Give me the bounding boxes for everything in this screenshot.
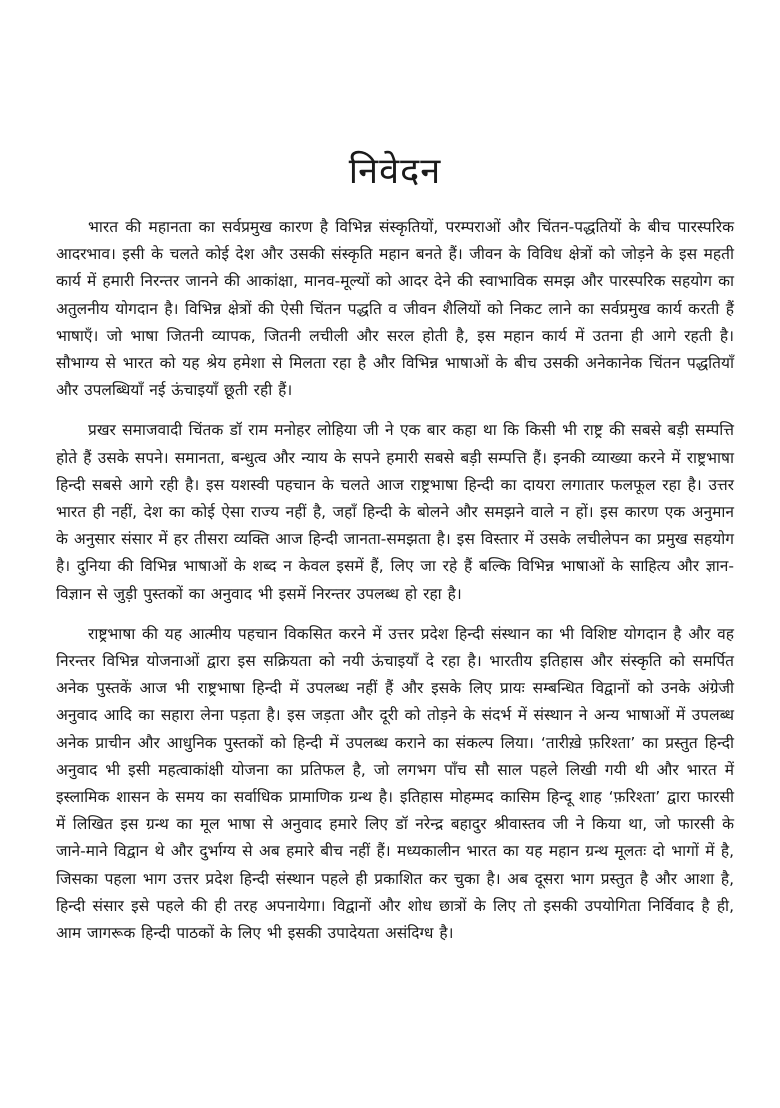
page-title: निवेदन xyxy=(348,151,442,192)
document-page xyxy=(56,150,734,960)
paragraph-3: राष्ट्रभाषा की यह आत्मीय पहचान विकसित करने में उत्तर प्रदेश हिन्दी संस्थान का भी विशिष्ट योगदान है और वह निरन्तर विभिन्न योजनाओं द्वारा इस सक्रियता को नयी ऊंचाइयाँ दे रहा है। भारतीय इतिहास और संस्कृति को समर्पित अनेक पुस्तकें आज भी राष्ट्रभाषा हिन्दी में उपलब्ध नहीं हैं और इसके लिए प्रायः सम्बन्धित विद्वानों को उनके अंग्रेजी अनुवाद आदि का सहारा लेना पड़ता है। इस जड़ता और दूरी को तोड़ने के संदर्भ में संस्थान ने अन्य भाषाओं में उपलब्ध अनेक प्राचीन और आधुनिक पुस्तकों को हिन्दी में उपलब्ध कराने का संकल्प लिया। ‘तारीख़े फ़रिश्ता’ का प्रस्तुत हिन्दी अनुवाद भी इसी महत्वाकांक्षी योजना का प्रतिफल है, जो लगभग पाँच सौ साल पहले लिखी गयी थी और भारत में इस्लामिक शासन के समय का सर्वाधिक प्रामाणिक ग्रन्थ है। इतिहास मोहम्मद कासिम हिन्दू शाह ‘फ़रिश्ता’ द्वारा फारसी में लिखित इस ग्रन्थ का मूल भाषा से अनुवाद हमारे लिए डॉ नरेन्द्र बहादुर श्रीवास्तव जी ने किया था, जो फारसी के जाने-माने विद्वान थे और दुर्भाग्य से अब हमारे बीच नहीं हैं। मध्यकालीन भारत का यह महान ग्रन्थ मूलतः दो भागों में है, जिसका पहला भाग उत्तर प्रदेश हिन्दी संस्थान पहले ही प्रकाशित कर चुका है। अब दूसरा भाग प्रस्तुत है और आशा है, हिन्दी संसार इसे पहले की ही तरह अपनायेगा। विद्वानों और शोध छात्रों के लिए तो इसकी उपयोगिता निर्विवाद है ही, आम जागरूक हिन्दी पाठकों के लिए भी इसकी उपादेयता असंदिग्ध है। xyxy=(56,624,734,943)
paragraph-1: भारत की महानता का सर्वप्रमुख कारण है विभिन्न संस्कृतियों, परम्पराओं और चिंतन-पद्धतियों के बीच पारस्परिक आदरभाव। इसी के चलते कोई देश और उसकी संस्कृति महान बनते हैं। जीवन के विविध क्षेत्रों को जोड़ने के इस महती कार्य में हमारी निरन्तर जानने की आकांक्षा, मानव-मूल्यों को आदर देने की स्वाभाविक समझ और पारस्परिक सहयोग का अतुलनीय योगदान है। विभिन्न क्षेत्रों की ऐसी चिंतन पद्धति व जीवन शैलियों को निकट लाने का सर्वप्रमुख कार्य करती हैं भाषाएँ। जो भाषा जितनी व्यापक, जितनी लचीली और सरल होती है, इस महान कार्य में उतना ही आगे रहती है। सौभाग्य से भारत को यह श्रेय हमेशा से मिलता रहा है और विभिन्न भाषाओं के बीच उसकी अनेकानेक चिंतन पद्धतियाँ और उपलब्धियाँ नई ऊंचाइयाँ छूती रही हैं। xyxy=(56,218,734,400)
paragraph-2: प्रखर समाजवादी चिंतक डॉ राम मनोहर लोहिया जी ने एक बार कहा था कि किसी भी राष्ट्र की सबसे बड़ी सम्पत्ति होते हैं उसके सपने। समानता, बन्धुत्व और न्याय के सपने हमारी सबसे बड़ी सम्पत्ति हैं। इनकी व्याख्या करने में राष्ट्रभाषा हिन्दी सबसे आगे रही है। इस यशस्वी पहचान के चलते आज राष्ट्रभाषा हिन्दी का दायरा लगातार फलफूल रहा है। उत्तर भारत ही नहीं, देश का कोई ऐसा राज्य नहीं है, जहाँ हिन्दी के बोलने और समझने वाले न हों। इस कारण एक अनुमान के अनुसार संसार में हर तीसरा व्यक्ति आज हिन्दी जानता-समझता है। इस विस्तार में उसके लचीलेपन का प्रमुख सहयोग है। दुनिया की विभिन्न भाषाओं के शब्द न केवल इसमें हैं, लिए जा रहे हैं बल्कि विभिन्न भाषाओं के साहित्य और ज्ञान-विज्ञान से जुड़ी पुस्तकों का अनुवाद भी इसमें निरन्तर उपलब्ध हो रहा है। xyxy=(56,421,734,603)
